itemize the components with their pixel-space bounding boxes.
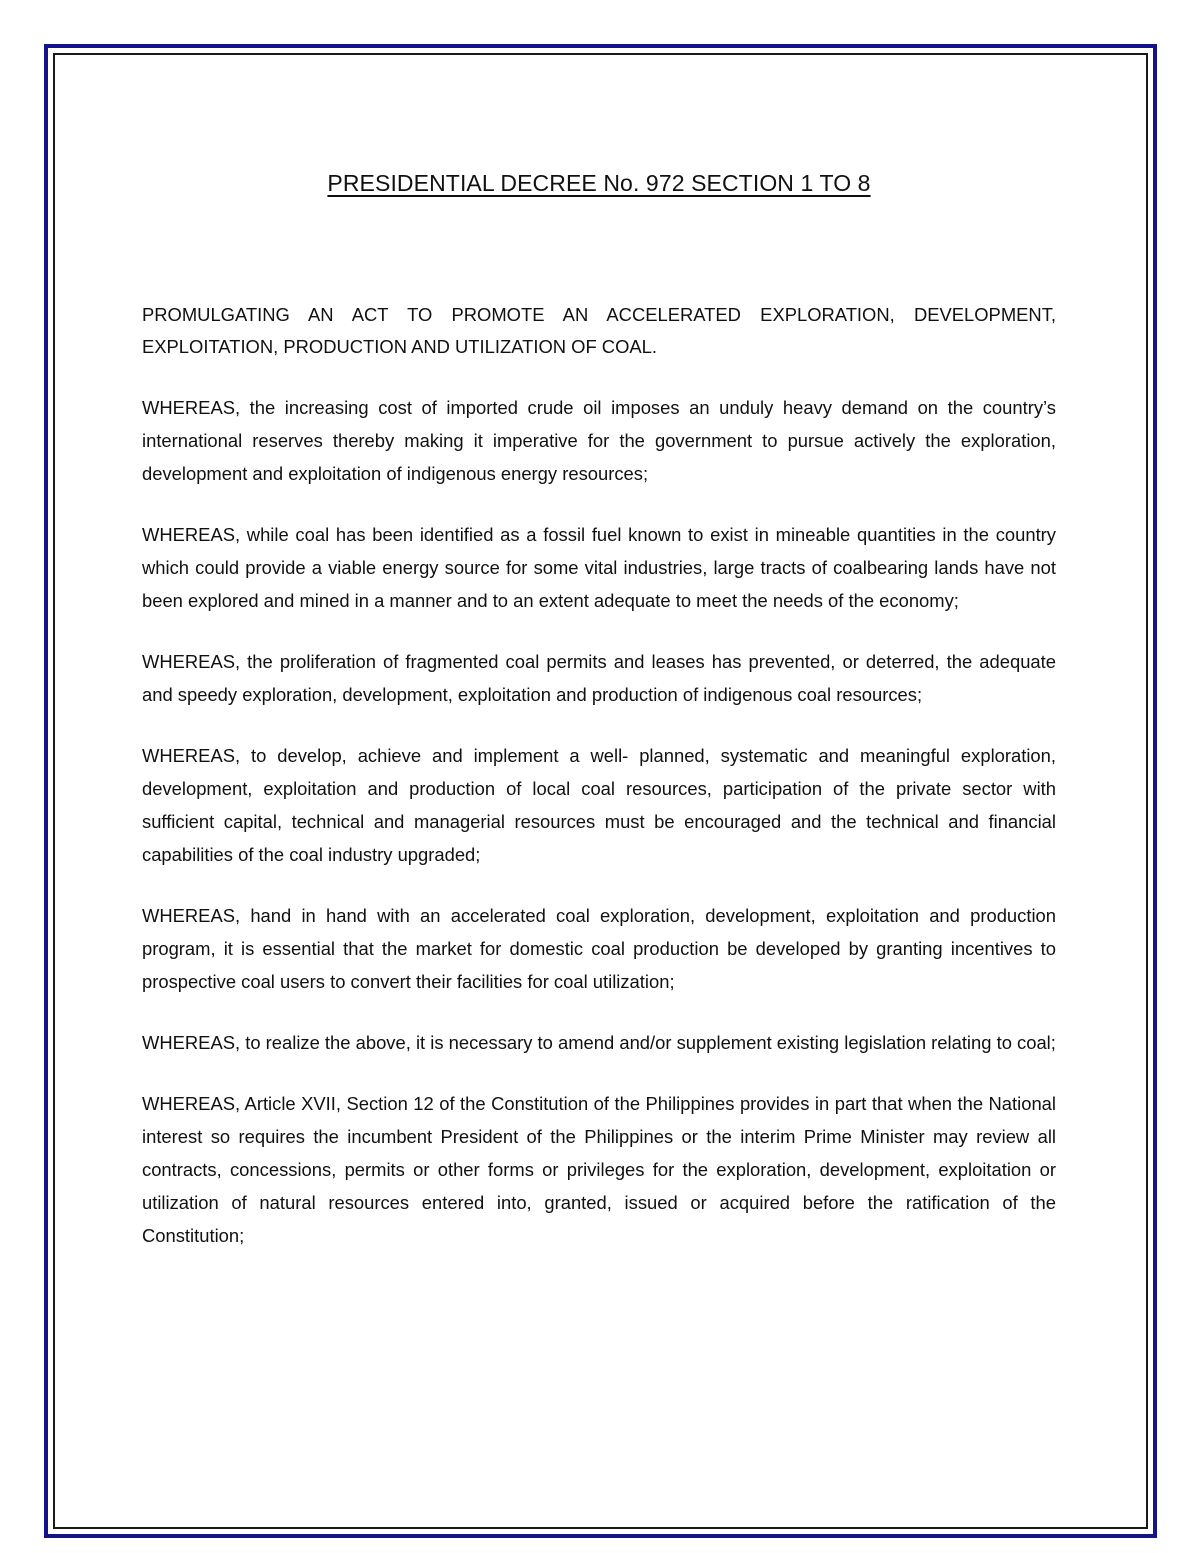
document-title: PRESIDENTIAL DECREE No. 972 SECTION 1 TO 8 [327,170,871,196]
whereas-paragraph-7: WHEREAS, Article XVII, Section 12 of the Constitution of the Philippines provides in part that when the National interest so requires the incumbent President of the Philippines or the interim Prime Minister may review all contracts, concessions, permits or other forms or privileges for the exploration, development, exploitation or utilization of natural resources entered into, granted, issued or acquired before the ratification of the Constitution; [142,1093,1056,1246]
whereas-paragraph-1: WHEREAS, the increasing cost of imported crude oil imposes an unduly heavy demand on the country’s international reserves thereby making it imperative for the government to pursue actively the exploration, development and exploitation of indigenous energy resources; [142,397,1056,484]
whereas-paragraph-2: WHEREAS, while coal has been identified as a fossil fuel known to exist in mineable quantities in the country which could provide a viable energy source for some vital industries, large tracts of coalbearing lands have not been explored and mined in a manner and to an extent adequate to meet the needs of the economy; [142,524,1056,611]
whereas-paragraph-5: WHEREAS, hand in hand with an accelerated coal exploration, development, exploitation and production program, it is essential that the market for domestic coal production be developed by granting incentives to prospective coal users to convert their facilities for coal utilization; [142,905,1056,992]
whereas-paragraph-6: WHEREAS, to realize the above, it is necessary to amend and/or supplement existing legislation relating to coal; [142,1032,1056,1053]
whereas-paragraph-3: WHEREAS, the proliferation of fragmented coal permits and leases has prevented, or deterred, the adequate and speedy exploration, development, exploitation and production of indigenous coal resources; [142,651,1056,705]
whereas-paragraph-4: WHEREAS, to develop, achieve and implement a well- planned, systematic and meaningful exploration, development, exploitation and production of local coal resources, participation of the private sector with sufficient capital, technical and managerial resources must be encouraged and the technical and financial capabilities of the coal industry upgraded; [142,745,1056,865]
document-body [142,170,1056,1280]
preamble-paragraph: PROMULGATING AN ACT TO PROMOTE AN ACCELERATED EXPLORATION, DEVELOPMENT, EXPLOITATION, PRODUCTION AND UTILIZATION OF COAL. [142,304,1056,357]
